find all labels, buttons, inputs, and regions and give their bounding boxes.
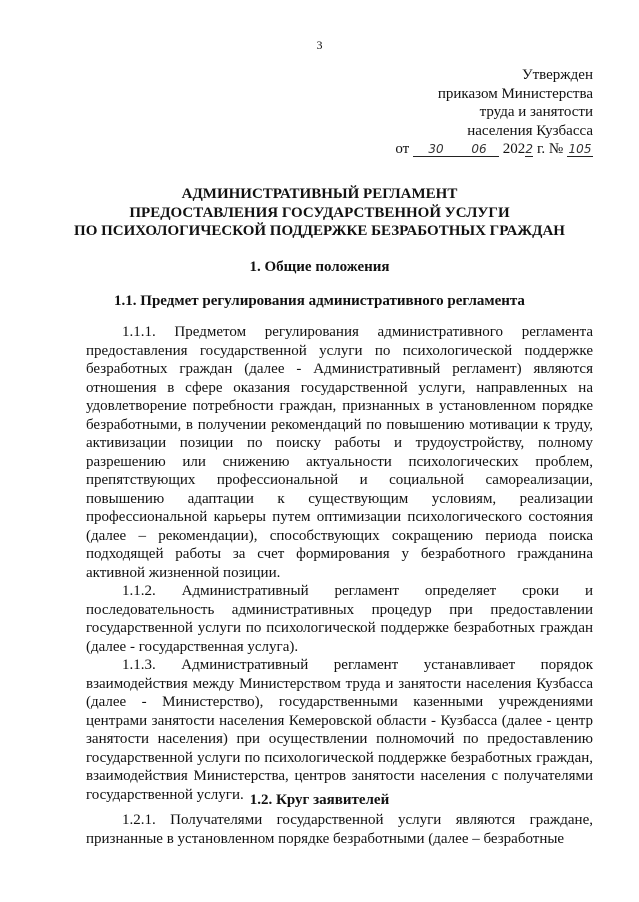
date-prefix: от: [395, 141, 410, 157]
approval-block: [395, 66, 593, 159]
order-number-handwritten: 105: [568, 142, 592, 156]
date-day-handwritten: 30: [413, 143, 459, 157]
section-1-1-heading: 1.1. Предмет регулирования административного регламента: [114, 293, 525, 309]
section-1-2-heading: 1.2. Круг заявителей: [249, 792, 390, 808]
title-line-2: ПРЕДОСТАВЛЕНИЯ ГОСУДАРСТВЕННОЙ УСЛУГИ: [129, 204, 510, 221]
approval-line-2: приказом Министерства: [437, 85, 593, 102]
document-title: [0, 185, 639, 241]
date-month-handwritten: 06: [459, 143, 499, 157]
year-word: г. №: [536, 141, 564, 157]
title-line-1: АДМИНИСТРАТИВНЫЙ РЕГЛАМЕНТ: [181, 186, 458, 202]
section-1-2-body: [86, 811, 593, 848]
paragraph-1-1-1: 1.1.1. Предметом регулирования административного регламента предоставления государственной услуги по психологической поддержке безработных граждан (далее - Административный регламент) являются отношения в сфере оказания государственной услуги, направленных на удовлетворение потребности граждан, признанных в установленном порядке безработными, в получении рекомендаций по повышению мотивации к труду, активизации позиции по поиску работы и трудоустройству, полному разрешению или снижению актуальности психологических проблем, препятствующих профессиональной и социальной самореализации, повышению адаптации к существующим условиям, реализации профессиональной карьеры путем оптимизации психологического состояния (далее – рекомендации), способствующих сокращению периода поиска подходящей работы за счет формирования у безработного гражданина активной жизненной позиции.: [86, 324, 593, 581]
approval-date-line: [395, 140, 593, 159]
title-line-3: ПО ПСИХОЛОГИЧЕСКОЙ ПОДДЕРЖКЕ БЕЗРАБОТНЫХ ГРАЖДАН: [74, 223, 565, 239]
paragraph-1-1-2: 1.1.2. Административный регламент определяет сроки и последовательность административных процедур при предоставлении государственной услуги по психологической поддержке безработных граждан (далее - государственная услуга).: [86, 583, 593, 655]
paragraph-1-1-3: 1.1.3. Административный регламент устанавливает порядок взаимодействия между Министерством труда и занятости населения Кузбасса (далее - Министерство), государственными казенными учреждениями центрами занятости населения Кемеровской области - Кузбасса (далее - центр занятости населения) при осуществлении полномочий по предоставлению государственной услуги по психологической поддержке безработных граждан, взаимодействия Министерства, центров занятости населения с получателями государственной услуги.: [86, 657, 593, 803]
section-1-1-body: [86, 323, 593, 804]
year-prefix: 202: [502, 141, 526, 157]
year-suffix-handwritten: 2: [525, 142, 534, 156]
approval-line-4: населения Кузбасса: [467, 122, 593, 139]
section-1-heading: 1. Общие положения: [249, 259, 390, 275]
page-number: 3: [316, 38, 323, 52]
paragraph-1-2-1: 1.2.1. Получателями государственной услуги являются граждане, признанные в установленном порядке безработными (далее – безработные: [86, 812, 593, 847]
approval-line-3: труда и занятости: [479, 104, 593, 120]
approval-line-1: Утвержден: [521, 67, 593, 83]
